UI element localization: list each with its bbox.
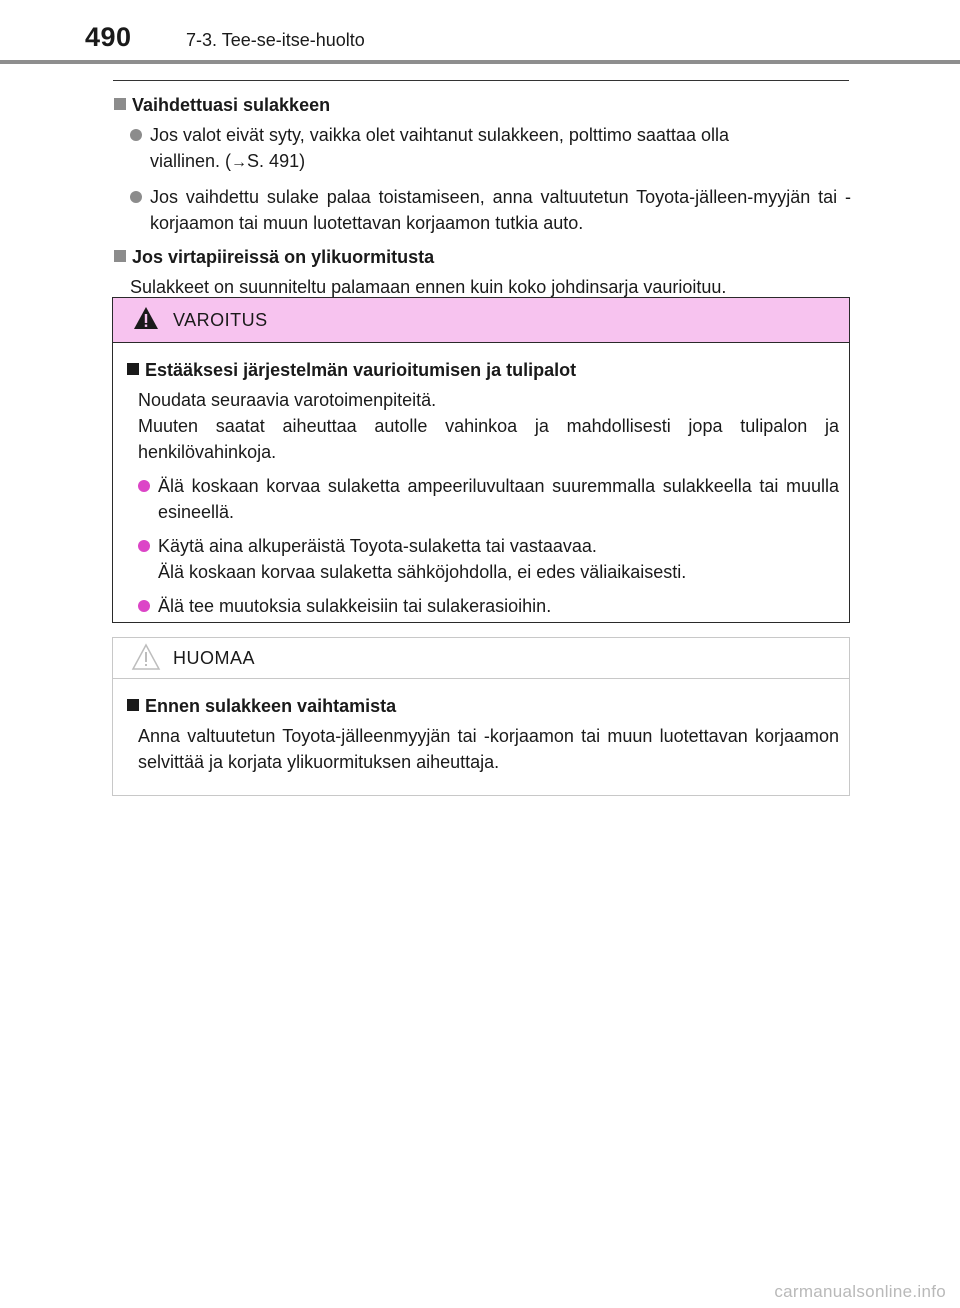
warning-label: VAROITUS [173,310,268,330]
warning-header [113,298,849,343]
section-divider [113,80,849,81]
caution-outline-triangle-icon [131,643,161,671]
section-title [113,244,851,270]
list-item [138,533,839,585]
notice-body [113,679,849,775]
chapter-title: 7-3. Tee-se-itse-huolto [186,30,365,50]
round-bullet-icon [138,540,150,552]
list-item-text [158,533,686,585]
round-bullet-icon [138,480,150,492]
notice-header [113,638,849,679]
list-item [138,593,839,619]
page-header [0,0,960,66]
watermark: carmanualsonline.info [774,1282,946,1301]
section-title [113,92,851,118]
list-item [138,473,839,525]
list-item-line: Jos valot eivät syty, vaikka olet vaihtanut sulakkeen, polttimo saattaa olla [150,125,729,145]
list-item-text [150,122,729,176]
page-reference-link[interactable]: S. 491) [247,151,306,171]
warning-box [112,297,850,623]
square-bullet-icon [114,98,126,110]
list-item-line: Käytä aina alkuperäistä Toyota-sulaketta tai vastaavaa. [158,536,597,556]
warning-title-text: Estääksesi järjestelmän vaurioitumisen ja tulipalot [145,360,577,380]
page-number: 490 [85,22,132,52]
warning-triangle-icon [133,306,159,330]
notice-title [127,693,839,719]
round-bullet-icon [130,129,142,141]
section-title-text: Vaihdettuasi sulakkeen [132,95,331,115]
list-item [130,184,851,236]
round-bullet-icon [130,191,142,203]
section-title-text: Jos virtapiireissä on ylikuormitusta [132,247,435,267]
list-item-line [150,148,729,176]
section-paragraph: Sulakkeet on suunniteltu palamaan ennen kuin koko johdinsarja vaurioituu. [130,277,727,297]
square-bullet-icon [127,363,139,375]
main-content [113,92,851,300]
notice-label: HUOMAA [173,648,256,668]
list-item-text: Älä koskaan korvaa sulaketta ampeeriluvultaan suuremmalla sulakkeella tai muulla esineellä. [158,476,839,522]
square-bullet-icon [114,250,126,262]
list-item-line-start: viallinen. ( [150,151,232,171]
square-bullet-icon [127,699,139,711]
warning-title [127,357,839,383]
round-bullet-icon [138,600,150,612]
warning-body [113,343,849,619]
list-item-text: Älä tee muutoksia sulakkeisiin tai sulakerasioihin. [158,596,552,616]
warning-intro: Muuten saatat aiheuttaa autolle vahinkoa ja mahdollisesti jopa tulipalon ja henkilövahinkoja. [138,416,839,462]
warning-intro: Noudata seuraavia varotoimenpiteitä. [138,390,437,410]
notice-box [112,637,850,796]
list-item [130,122,851,176]
notice-text: Anna valtuutetun Toyota-jälleenmyyjän tai -korjaamon tai muun luotettavan korjaamon selvittää ja korjata ylikuormituksen aiheuttaja. [138,726,839,772]
list-item-line: Älä koskaan korvaa sulaketta sähköjohdolla, ei edes väliaikaisesti. [158,562,687,582]
notice-title-text: Ennen sulakkeen vaihtamista [145,696,397,716]
header-divider [0,60,960,64]
list-item-text: Jos vaihdettu sulake palaa toistamiseen, anna valtuutetun Toyota-jälleen-myyjän tai -korjaamon tai muun luotettavan korjaamon tutkia auto. [150,187,851,233]
arrow-icon: → [231,154,248,171]
